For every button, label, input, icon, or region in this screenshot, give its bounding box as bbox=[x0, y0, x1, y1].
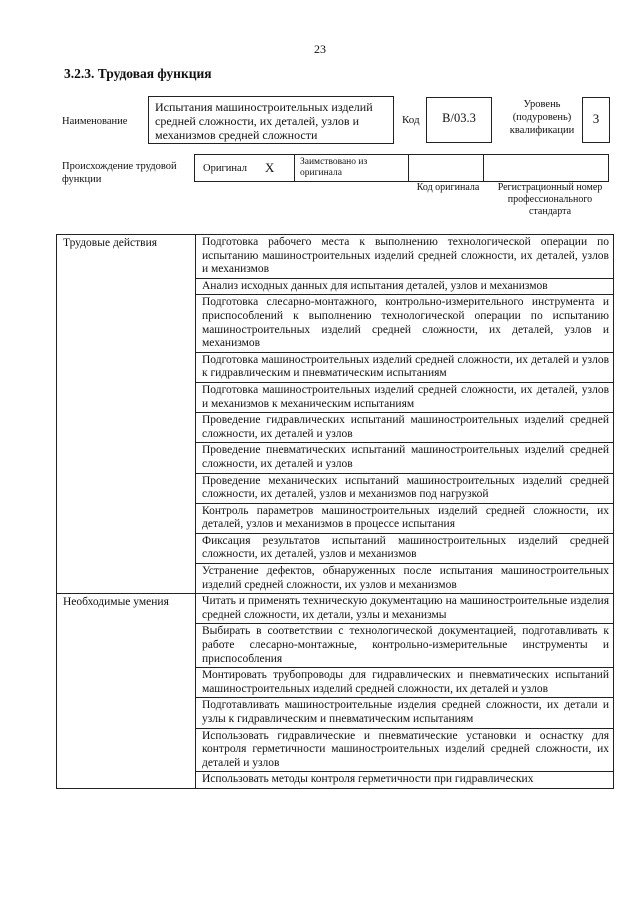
original-code-caption: Код оригинала bbox=[416, 182, 480, 193]
code-value-box: B/03.3 bbox=[426, 97, 492, 143]
skill-item: Читать и применять техническую документацию на машиностроительные изделия средней сложности, их детали, узлы и механизмы bbox=[196, 594, 614, 624]
labor-action-category: Трудовые действия bbox=[57, 235, 196, 594]
function-table bbox=[56, 234, 614, 789]
labor-action-item: Анализ исходных данных для испытания деталей, узлов и механизмов bbox=[196, 278, 614, 295]
labor-action-item: Проведение гидравлических испытаний машиностроительных изделий средней сложности, их деталей и узлов bbox=[196, 413, 614, 443]
page-number: 23 bbox=[314, 42, 326, 56]
original-label: Оригинал bbox=[203, 162, 247, 174]
labor-action-item: Подготовка рабочего места к выполнению технологической операции по испытанию машиностроительных изделий средней сложности, их деталей, узлов и механизмов bbox=[196, 235, 614, 279]
skill-item: Использовать методы контроля герметичности при гидравлических bbox=[196, 772, 614, 789]
labor-action-item: Проведение механических испытаний машиностроительных изделий средней сложности, их деталей, узлов и механизмов под нагрузкой bbox=[196, 473, 614, 503]
skill-item: Подготавливать машиностроительные изделия средней сложности, их детали и узлы к гидравлическим и пневматическим испытаниям bbox=[196, 698, 614, 728]
original-mark: X bbox=[265, 160, 275, 175]
labor-action-item: Подготовка машиностроительных изделий средней сложности, их деталей, узлов и механизмов к механическим испытаниям bbox=[196, 382, 614, 412]
labor-action-item: Подготовка слесарно-монтажного, контрольно-измерительного инструмента и приспособлений к выполнению технологической операции по испытанию машиностроительных изделий средней сложности, их деталей, узлов и механизмов bbox=[196, 295, 614, 352]
level-value-box: 3 bbox=[582, 97, 610, 143]
labor-action-item: Проведение пневматических испытаний машиностроительных изделий средней сложности, их деталей и узлов bbox=[196, 443, 614, 473]
labor-action-item: Устранение дефектов, обнаруженных после испытания машиностроительных изделий средней сложности, их узлов и механизмов bbox=[196, 564, 614, 594]
labor-action-item: Контроль параметров машиностроительных изделий средней сложности, их деталей, узлов и механизмов в процессе испытания bbox=[196, 503, 614, 533]
skill-category: Необходимые умения bbox=[57, 594, 196, 789]
borrowed-cell: Заимствовано из оригинала bbox=[295, 155, 409, 181]
skill-item: Использовать гидравлические и пневматические установки и оснастку для контроля герметичности машиностроительных изделий средней сложности, их деталей и узлов bbox=[196, 728, 614, 772]
table-row bbox=[57, 594, 614, 624]
origin-label: Происхождение трудовой функции bbox=[62, 161, 177, 185]
code-label: Код bbox=[402, 114, 420, 126]
labor-action-item: Фиксация результатов испытаний машиностроительных изделий средней сложности, их деталей, узлов и механизмов bbox=[196, 533, 614, 563]
level-label: Уровень (подуровень) квалификации bbox=[509, 99, 575, 136]
table-row bbox=[57, 235, 614, 279]
labor-action-item: Подготовка машиностроительных изделий средней сложности, их деталей и узлов к гидравлическим и пневматическим испытаниям bbox=[196, 352, 614, 382]
skill-item: Монтировать трубопроводы для гидравлических и пневматических испытаний машиностроительных изделий средней сложности, их деталей и узлов bbox=[196, 668, 614, 698]
name-label: Наименование bbox=[62, 116, 128, 127]
function-name-box: Испытания машиностроительных изделий средней сложности, их деталей, узлов и механизмов средней сложности bbox=[148, 96, 394, 144]
section-title: 3.2.3. Трудовая функция bbox=[64, 66, 212, 81]
skill-item: Выбирать в соответствии с технологической документацией, подготавливать к работе слесарно-монтажные, контрольно-измерительные инструменты и приспособления bbox=[196, 624, 614, 668]
reg-number-caption: Регистрационный номер профессионального стандарта bbox=[497, 182, 603, 217]
